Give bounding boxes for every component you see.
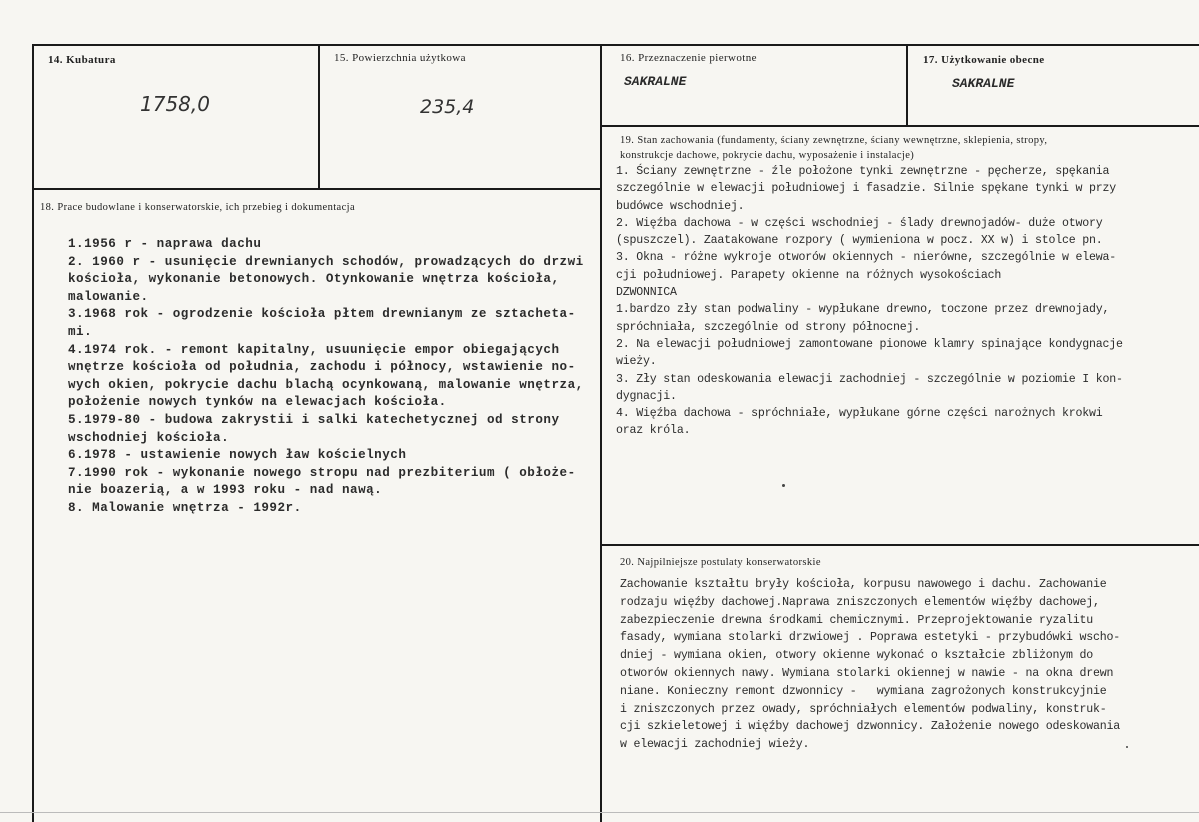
kubatura-value: 1758,0 xyxy=(140,92,210,116)
kubatura-label: 14. Kubatura xyxy=(48,54,116,66)
prace-line: kościoła, wykonanie betonowych. Otynkowanie wnętrza kościoła, xyxy=(68,272,560,287)
postulaty-line: rodzaju więźby dachowej.Naprawa zniszczonych elementów więźby dachowej, xyxy=(620,595,1100,609)
postulaty-line: Zachowanie kształtu bryły kościoła, korpusu nawowego i dachu. Zachowanie xyxy=(620,578,1107,591)
prace-line: wych okien, pokrycie dachu blachą ocynkowaną, malowanie wnętrza, xyxy=(68,377,584,392)
hline-under-14-15 xyxy=(32,188,602,190)
stan-line: 3. Zły stan odeskowania elewacji zachodniej - szczególnie w poziomie I kon- xyxy=(616,372,1123,386)
prace-line: położenie nowych tynków na elewacjach kościoła. xyxy=(68,395,447,410)
stan-line: spróchniała, szczególnie od strony północnej. xyxy=(616,320,921,334)
stan-line: dygnacji. xyxy=(616,389,677,403)
prace-line: malowanie. xyxy=(68,289,149,304)
hline-under-16-17 xyxy=(600,125,1199,127)
divider-16-17 xyxy=(906,44,908,126)
postulaty-label: 20. Najpilniejsze postulaty konserwatorskie xyxy=(620,557,821,568)
left-border xyxy=(32,44,34,822)
stan-line: 2. Więźba dachowa - w części wschodniej - ślady drewnojadów- duże otwory xyxy=(616,216,1103,230)
prace-label: 18. Prace budowlane i konserwatorskie, ich przebieg i dokumentacja xyxy=(40,202,356,213)
stan-label-line1: 19. Stan zachowania (fundamenty, ściany zewnętrzne, ściany wewnętrzne, sklepienia, stropy, xyxy=(620,135,1048,146)
prace-line: wnętrze kościoła od południa, zachodu i północy, wstawienie no- xyxy=(68,360,576,375)
stan-line: 1.bardzo zły stan podwaliny - wypłukane drewno, toczone przez drewnojady, xyxy=(616,303,1110,317)
postulaty-line: dniej - wymiana okien, otwory okienne wykonać o kształcie zbliżonym do xyxy=(620,649,1094,663)
stan-line: DZWONNICA xyxy=(616,286,677,300)
prace-line: 1.1956 r - naprawa dachu xyxy=(68,237,262,251)
stan-line: szczególnie w elewacji południowej i fasadzie. Silnie spękane tynki w przy xyxy=(616,182,1117,196)
prace-line: 4.1974 rok. - remont kapitalny, usuunięcie empor obiegających xyxy=(68,342,560,357)
postulaty-line: fasady, wymiana stolarki drzwiowej . Poprawa estetyki - przybudówki wscho- xyxy=(620,631,1121,645)
hline-above-20 xyxy=(600,544,1199,546)
prace-line: 8. Malowanie wnętrza - 1992r. xyxy=(68,500,302,515)
przeznaczenie-value: SAKRALNE xyxy=(624,74,687,89)
postulaty-line: w elewacji zachodniej wieży. xyxy=(620,738,810,752)
bottom-edge xyxy=(0,812,1199,813)
postulaty-line: zabezpieczenie drewna środkami chemicznymi. Przeprojektowanie ryzalitu xyxy=(620,613,1094,627)
prace-text xyxy=(68,236,584,518)
prace-line: 6.1978 - ustawienie nowych ław kościelnych xyxy=(68,448,407,463)
stan-line: 4. Więźba dachowa - spróchniałe, wypłukane górne części narożnych krokwi xyxy=(616,407,1103,421)
scan-speck xyxy=(782,484,785,487)
prace-line: 5.1979-80 - budowa zakrystii i salki katechetycznej od strony xyxy=(68,412,560,427)
prace-line: mi. xyxy=(68,324,93,339)
postulaty-line: otworów okiennych nawy. Wymiana stolarki okiennej w nawie - na okna drewn xyxy=(620,666,1114,680)
divider-14-15 xyxy=(318,44,320,189)
prace-line: 3.1968 rok - ogrodzenie kościoła płtem drewnianym ze sztacheta- xyxy=(68,307,576,322)
stan-label-line2: konstrukcje dachowe, pokrycie dachu, wyposażenie i instalacje) xyxy=(620,150,915,161)
uzytkowanie-label: 17. Użytkowanie obecne xyxy=(923,54,1045,66)
uzytkowanie-value: SAKRALNE xyxy=(952,76,1015,91)
postulaty-line: cji szkieletowej i więźby dachowej dzwonnicy. Założenie nowego odeskowania xyxy=(620,720,1121,734)
stan-line: 3. Okna - różne wykroje otworów okiennych - nierówne, szczególnie w elewa- xyxy=(616,251,1117,265)
stan-line: 1. Ściany zewnętrzne - źle położone tynki zewnętrzne - pęcherze, spękania xyxy=(616,165,1110,178)
powierzchnia-value: 235,4 xyxy=(420,96,475,118)
divider-center xyxy=(600,44,602,822)
prace-line: 2. 1960 r - usunięcie drewnianych schodów, prowadzących do drzwi xyxy=(68,254,584,269)
stan-line: 2. Na elewacji południowej zamontowane pionowe klamry spinające kondygnacje xyxy=(616,337,1123,351)
prace-line: 7.1990 rok - wykonanie nowego stropu nad prezbiterium ( obłoże- xyxy=(68,465,576,480)
stan-line: wieży. xyxy=(616,355,657,369)
postulaty-text xyxy=(620,576,1120,754)
powierzchnia-label: 15. Powierzchnia użytkowa xyxy=(334,52,466,64)
postulaty-line: i zniszczonych przez owady, spróchniałych elementów podwaliny, konstruk- xyxy=(620,702,1107,716)
przeznaczenie-label: 16. Przeznaczenie pierwotne xyxy=(620,52,757,64)
prace-line: wschodniej kościoła. xyxy=(68,430,230,445)
top-border xyxy=(32,44,1199,46)
stan-line: budówce wschodniej. xyxy=(616,199,745,213)
postulaty-line: niane. Konieczny remont dzwonnicy - wymiana zagrożonych konstrukcyjnie xyxy=(620,684,1107,698)
scan-speck xyxy=(1126,746,1128,748)
stan-line: oraz króla. xyxy=(616,424,691,438)
stan-line: (spuszczel). Zaatakowane rozpory ( wymieniona w pocz. XX w) i stolce pn. xyxy=(616,234,1103,248)
stan-text xyxy=(616,163,1123,440)
stan-line: cji południowej. Parapety okienne na różnych wysokościach xyxy=(616,268,1002,282)
prace-line: nie boazerią, a w 1993 roku - nad nawą. xyxy=(68,483,383,498)
